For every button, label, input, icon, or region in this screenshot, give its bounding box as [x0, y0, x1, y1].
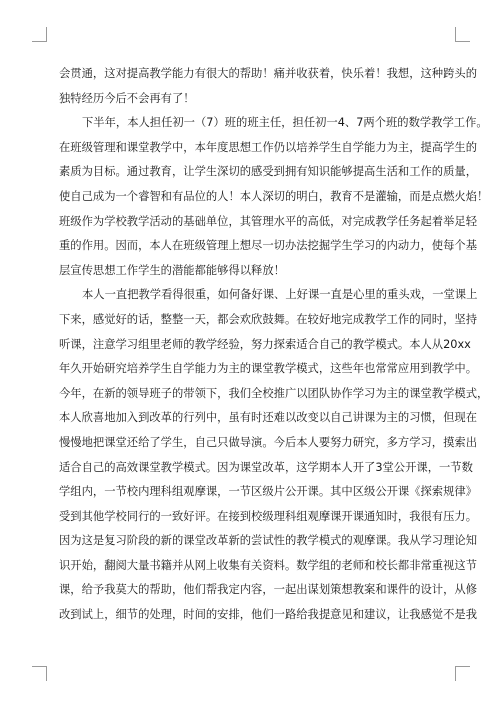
crop-mark-top-left [32, 27, 47, 42]
text-line: 适合自己的高效课堂教学模式。因为课堂改革，这学期本人开了3堂公开课，一节数 [59, 460, 473, 474]
text-line: 使自己成为一个睿智和有品位的人！本人深切的明白，教育不是灌输，而是点燃火焰！ [59, 189, 489, 203]
crop-mark-top-right [455, 27, 470, 42]
paragraph-first-line: 本人一直把教学看得很重，如何备好课、上好课一直是心里的重头戏，一堂课上 [82, 288, 478, 302]
text-line: 听课，注意学习组里老师的教学经验，努力探索适合自己的教学模式。本人从20xx [59, 337, 471, 351]
text-line: 因为这是复习阶段的新的课堂改革新的尝试性的教学模式的观摩课。我从学习理论知 [59, 534, 477, 548]
text-line: 班级作为学校教学活动的基础单位，其管理水平的高低，对完成教学任务起着举足轻 [59, 214, 477, 228]
text-line: 受到其他学校同行的一致好评。在接到校级理科组观摩课开课通知时，我很有压力。 [59, 509, 477, 523]
text-line: 下来，感觉好的话，整整一天，都会欢欣鼓舞。在较好地完成教学工作的同时，坚持 [59, 312, 477, 326]
text-line: 学组内，一节校内理科组观摩课，一节区级片公开课。其中区级公开课《探索规律》 [59, 485, 477, 499]
paragraph-first-line: 下半年，本人担任初一（7）班的班主任，担任初一4、7两个班的数学教学工作。 [82, 116, 488, 130]
text-line: 独特经历今后不会再有了！ [59, 91, 195, 105]
text-line: 在班级管理和课堂教学中，本年度思想工作仍以培养学生自学能力为主，提高学生的 [59, 140, 477, 154]
crop-mark-bottom-right [455, 666, 470, 681]
text-line: 年久开始研究培养学生自学能力为主的课堂教学模式，这些年也常常应用到教学中。 [59, 362, 477, 376]
text-line: 识开始，翻阅大量书籍并从网上收集有关资料。数学组的老师和校长都非常重视这节 [59, 558, 477, 572]
text-line: 重的作用。因而，本人在班级管理上想尽一切办法挖掘学生学习的内动力，使每个基 [59, 239, 477, 253]
text-line: 层宣传思想工作学生的潜能都能够得以释放！ [59, 263, 285, 277]
document-body [59, 62, 489, 628]
text-line: 素质为目标。通过教育，让学生深切的感受到拥有知识能够提高生活和工作的质量， [59, 165, 477, 179]
text-line: 课，给予我莫大的帮助，他们帮我定内容，一起出谋划策想教案和课件的设计，从修 [59, 583, 477, 597]
crop-mark-bottom-left [32, 666, 47, 681]
text-line: 本人欣喜地加入到改革的行列中，虽有时还难以改变以自己讲课为主的习惯，但现在 [59, 411, 477, 425]
text-line: 改到试上，细节的处理，时间的安排，他们一路给我提意见和建议，让我感觉不是我 [59, 608, 477, 622]
text-line: 慢慢地把课堂还给了学生，自己只做导演。今后本人要努力研究，多方学习，摸索出 [59, 435, 477, 449]
text-line: 今年，在新的领导班子的带领下，我们全校推广以团队协作学习为主的课堂教学模式， [59, 386, 489, 400]
text-line: 会贯通，这对提高教学能力有很大的帮助！痛并收获着，快乐着！我想，这种跨头的 [59, 67, 477, 80]
